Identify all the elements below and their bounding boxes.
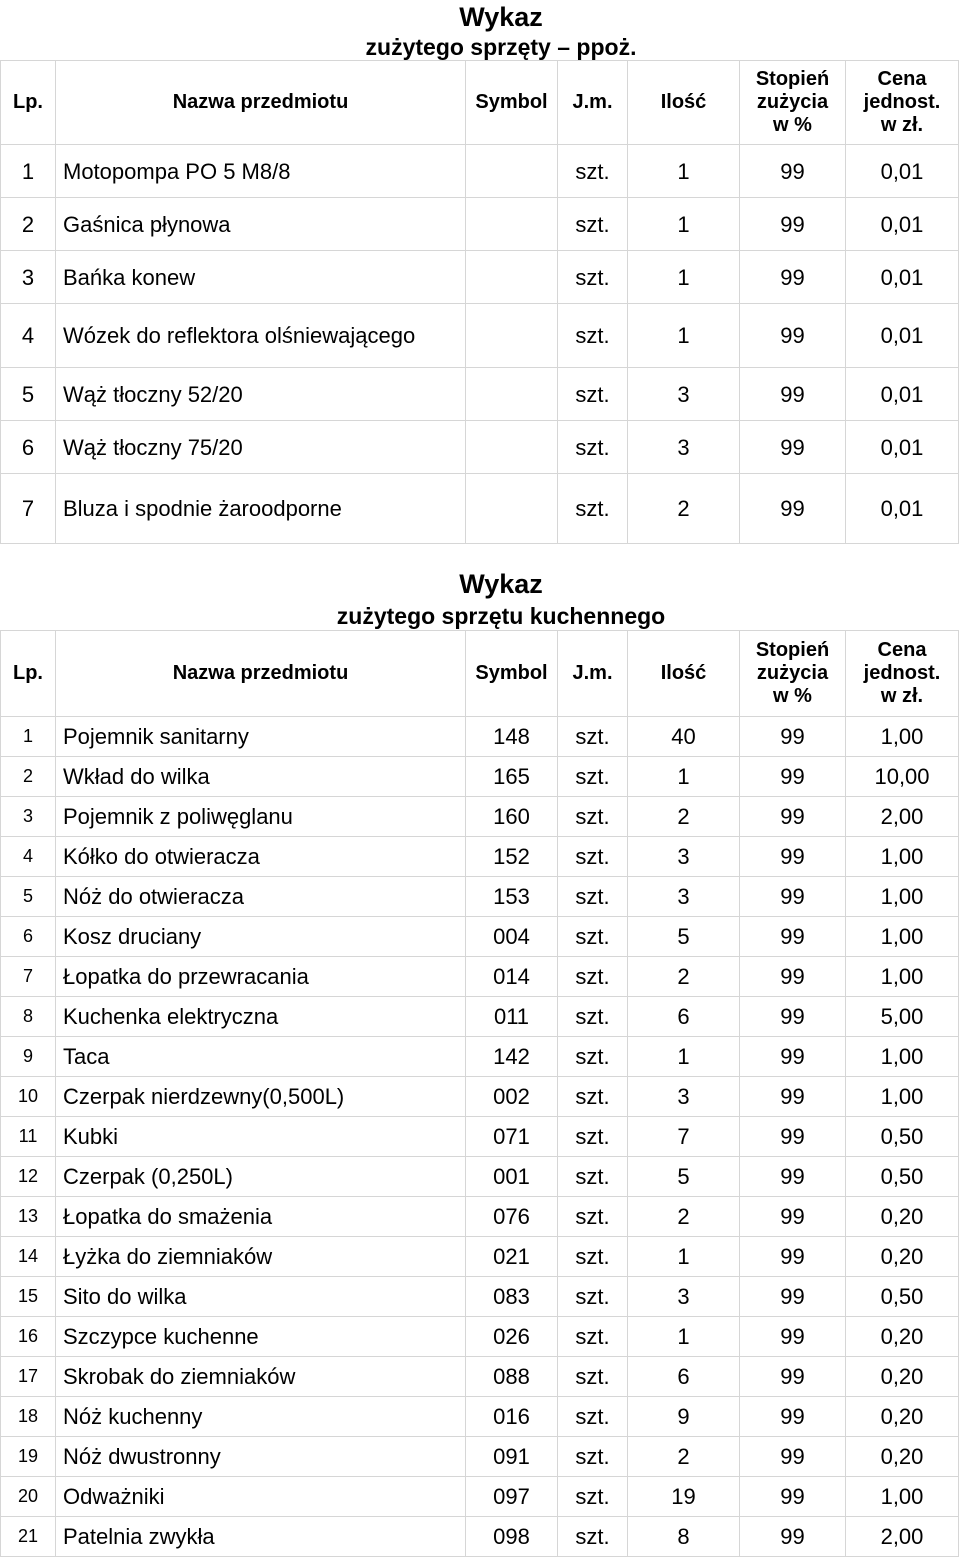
header-price-line1: Cena xyxy=(877,639,927,661)
cell-price: 10,00 xyxy=(846,757,959,797)
cell-unit: szt. xyxy=(558,1157,628,1197)
cell-name: Sito do wilka xyxy=(56,1277,466,1317)
cell-symbol: 097 xyxy=(466,1477,558,1517)
table-row xyxy=(1,1077,959,1117)
cell-unit: szt. xyxy=(558,877,628,917)
cell-unit: szt. xyxy=(558,1397,628,1437)
cell-name: Łopatka do smażenia xyxy=(56,1197,466,1237)
section-1-title: Wykaz xyxy=(459,2,543,32)
cell-symbol: 016 xyxy=(466,1397,558,1437)
table-row xyxy=(1,474,959,544)
cell-unit: szt. xyxy=(558,957,628,997)
cell-price: 1,00 xyxy=(846,837,959,877)
cell-lp: 3 xyxy=(1,251,56,304)
cell-symbol: 011 xyxy=(466,997,558,1037)
cell-lp: 7 xyxy=(1,957,56,997)
cell-name: Taca xyxy=(56,1037,466,1077)
cell-lp: 16 xyxy=(1,1317,56,1357)
cell-name: Kubki xyxy=(56,1117,466,1157)
cell-lp: 20 xyxy=(1,1477,56,1517)
header-lp: Lp. xyxy=(1,631,56,717)
table-row xyxy=(1,917,959,957)
cell-name: Pojemnik sanitarny xyxy=(56,717,466,757)
cell-qty: 1 xyxy=(628,757,740,797)
cell-qty: 19 xyxy=(628,1477,740,1517)
cell-lp: 5 xyxy=(1,877,56,917)
section-1-subtitle: zużytego sprzęty – ppoż. xyxy=(365,34,637,60)
cell-wear: 99 xyxy=(740,368,846,421)
cell-name: Kuchenka elektryczna xyxy=(56,997,466,1037)
cell-qty: 1 xyxy=(628,1237,740,1277)
section-2-title: Wykaz xyxy=(459,569,543,599)
cell-qty: 9 xyxy=(628,1397,740,1437)
cell-symbol: 021 xyxy=(466,1237,558,1277)
cell-unit: szt. xyxy=(558,1437,628,1477)
cell-symbol: 142 xyxy=(466,1037,558,1077)
cell-lp: 21 xyxy=(1,1517,56,1557)
cell-symbol: 152 xyxy=(466,837,558,877)
cell-unit: szt. xyxy=(558,1077,628,1117)
cell-qty: 3 xyxy=(628,368,740,421)
cell-name: Wózek do reflektora olśniewającego xyxy=(56,304,466,368)
cell-wear: 99 xyxy=(740,304,846,368)
header-wear-line3: w % xyxy=(773,685,812,707)
cell-unit: szt. xyxy=(558,1517,628,1557)
cell-unit: szt. xyxy=(558,304,628,368)
cell-name: Nóż dwustronny xyxy=(56,1437,466,1477)
cell-lp: 5 xyxy=(1,368,56,421)
cell-unit: szt. xyxy=(558,421,628,474)
cell-unit: szt. xyxy=(558,198,628,251)
table-header-row xyxy=(1,61,959,145)
table-row xyxy=(1,717,959,757)
cell-wear: 99 xyxy=(740,1117,846,1157)
fire-equipment-rows xyxy=(1,145,959,544)
cell-unit: szt. xyxy=(558,1117,628,1157)
cell-unit: szt. xyxy=(558,1317,628,1357)
cell-qty: 5 xyxy=(628,1157,740,1197)
cell-wear: 99 xyxy=(740,421,846,474)
cell-qty: 3 xyxy=(628,1077,740,1117)
cell-lp: 17 xyxy=(1,1357,56,1397)
cell-symbol: 014 xyxy=(466,957,558,997)
cell-qty: 2 xyxy=(628,1197,740,1237)
cell-name: Czerpak (0,250L) xyxy=(56,1157,466,1197)
cell-unit: szt. xyxy=(558,757,628,797)
cell-wear: 99 xyxy=(740,1517,846,1557)
cell-price: 0,01 xyxy=(846,368,959,421)
header-wear xyxy=(740,61,846,145)
cell-wear: 99 xyxy=(740,877,846,917)
cell-name: Motopompa PO 5 M8/8 xyxy=(56,145,466,198)
cell-name: Odważniki xyxy=(56,1477,466,1517)
cell-symbol: 088 xyxy=(466,1357,558,1397)
header-price-line3: w zł. xyxy=(880,685,924,707)
cell-unit: szt. xyxy=(558,837,628,877)
cell-lp: 1 xyxy=(1,145,56,198)
cell-lp: 2 xyxy=(1,757,56,797)
cell-symbol: 076 xyxy=(466,1197,558,1237)
cell-wear: 99 xyxy=(740,957,846,997)
table-row xyxy=(1,198,959,251)
table-row xyxy=(1,797,959,837)
header-unit: J.m. xyxy=(558,631,628,717)
cell-qty: 8 xyxy=(628,1517,740,1557)
cell-wear: 99 xyxy=(740,1397,846,1437)
fire-equipment-table xyxy=(0,60,959,544)
cell-unit: szt. xyxy=(558,1037,628,1077)
cell-wear: 99 xyxy=(740,1077,846,1117)
cell-lp: 3 xyxy=(1,797,56,837)
cell-wear: 99 xyxy=(740,1197,846,1237)
section-2-subtitle: zużytego sprzętu kuchennego xyxy=(336,603,666,629)
cell-qty: 1 xyxy=(628,145,740,198)
cell-price: 0,01 xyxy=(846,198,959,251)
header-wear-line3: w % xyxy=(773,114,812,136)
cell-qty: 3 xyxy=(628,1277,740,1317)
cell-wear: 99 xyxy=(740,1437,846,1477)
cell-price: 0,20 xyxy=(846,1437,959,1477)
cell-qty: 3 xyxy=(628,837,740,877)
table-row xyxy=(1,368,959,421)
cell-symbol: 160 xyxy=(466,797,558,837)
table-row xyxy=(1,1157,959,1197)
cell-lp: 8 xyxy=(1,997,56,1037)
table-row xyxy=(1,957,959,997)
cell-lp: 13 xyxy=(1,1197,56,1237)
cell-lp: 4 xyxy=(1,304,56,368)
cell-qty: 1 xyxy=(628,304,740,368)
cell-price: 0,01 xyxy=(846,304,959,368)
table-row xyxy=(1,1197,959,1237)
cell-name: Wąż tłoczny 75/20 xyxy=(56,421,466,474)
cell-price: 0,01 xyxy=(846,421,959,474)
cell-price: 0,50 xyxy=(846,1277,959,1317)
table-row xyxy=(1,1437,959,1477)
cell-name: Czerpak nierdzewny(0,500L) xyxy=(56,1077,466,1117)
cell-unit: szt. xyxy=(558,145,628,198)
cell-name: Wąż tłoczny 52/20 xyxy=(56,368,466,421)
cell-price: 1,00 xyxy=(846,717,959,757)
header-wear-line2: zużycia xyxy=(756,91,829,113)
cell-symbol: 002 xyxy=(466,1077,558,1117)
header-wear-line2: zużycia xyxy=(756,662,829,684)
cell-price: 0,01 xyxy=(846,251,959,304)
cell-price: 1,00 xyxy=(846,1037,959,1077)
cell-wear: 99 xyxy=(740,797,846,837)
cell-wear: 99 xyxy=(740,757,846,797)
header-price-line1: Cena xyxy=(877,68,927,90)
cell-wear: 99 xyxy=(740,1357,846,1397)
cell-wear: 99 xyxy=(740,1157,846,1197)
header-price-line2: jednost. xyxy=(863,662,941,684)
cell-wear: 99 xyxy=(740,198,846,251)
cell-symbol xyxy=(466,474,558,544)
cell-name: Nóż kuchenny xyxy=(56,1397,466,1437)
cell-qty: 1 xyxy=(628,198,740,251)
kitchen-equipment-rows xyxy=(1,717,959,1557)
cell-lp: 2 xyxy=(1,198,56,251)
table-row xyxy=(1,421,959,474)
table-row xyxy=(1,997,959,1037)
header-price-line2: jednost. xyxy=(863,91,941,113)
cell-wear: 99 xyxy=(740,145,846,198)
cell-symbol: 148 xyxy=(466,717,558,757)
table-row xyxy=(1,145,959,198)
cell-symbol: 098 xyxy=(466,1517,558,1557)
cell-qty: 5 xyxy=(628,917,740,957)
cell-symbol xyxy=(466,145,558,198)
header-price xyxy=(846,631,959,717)
cell-name: Patelnia zwykła xyxy=(56,1517,466,1557)
table-header-row xyxy=(1,631,959,717)
cell-name: Łopatka do przewracania xyxy=(56,957,466,997)
header-name: Nazwa przedmiotu xyxy=(56,61,466,145)
cell-wear: 99 xyxy=(740,1037,846,1077)
header-symbol: Symbol xyxy=(466,61,558,145)
cell-lp: 14 xyxy=(1,1237,56,1277)
cell-lp: 7 xyxy=(1,474,56,544)
cell-name: Bluza i spodnie żaroodporne xyxy=(56,474,466,544)
cell-qty: 1 xyxy=(628,1037,740,1077)
cell-unit: szt. xyxy=(558,474,628,544)
header-symbol: Symbol xyxy=(466,631,558,717)
cell-wear: 99 xyxy=(740,837,846,877)
cell-lp: 9 xyxy=(1,1037,56,1077)
kitchen-equipment-table xyxy=(0,630,959,1557)
cell-price: 2,00 xyxy=(846,1517,959,1557)
cell-name: Kosz druciany xyxy=(56,917,466,957)
cell-symbol: 083 xyxy=(466,1277,558,1317)
header-name: Nazwa przedmiotu xyxy=(56,631,466,717)
cell-qty: 6 xyxy=(628,1357,740,1397)
cell-symbol xyxy=(466,251,558,304)
cell-unit: szt. xyxy=(558,997,628,1037)
cell-lp: 15 xyxy=(1,1277,56,1317)
cell-qty: 3 xyxy=(628,877,740,917)
cell-wear: 99 xyxy=(740,251,846,304)
table-row xyxy=(1,1237,959,1277)
cell-unit: szt. xyxy=(558,1277,628,1317)
cell-price: 0,50 xyxy=(846,1157,959,1197)
cell-name: Łyżka do ziemniaków xyxy=(56,1237,466,1277)
cell-price: 1,00 xyxy=(846,917,959,957)
cell-unit: szt. xyxy=(558,717,628,757)
cell-unit: szt. xyxy=(558,797,628,837)
cell-qty: 7 xyxy=(628,1117,740,1157)
header-unit: J.m. xyxy=(558,61,628,145)
cell-name: Szczypce kuchenne xyxy=(56,1317,466,1357)
header-qty: Ilość xyxy=(628,61,740,145)
cell-symbol: 165 xyxy=(466,757,558,797)
header-wear-line1: Stopień xyxy=(755,639,830,661)
cell-symbol: 026 xyxy=(466,1317,558,1357)
cell-wear: 99 xyxy=(740,1277,846,1317)
cell-price: 0,01 xyxy=(846,474,959,544)
header-wear xyxy=(740,631,846,717)
cell-unit: szt. xyxy=(558,1197,628,1237)
cell-name: Bańka konew xyxy=(56,251,466,304)
table-row xyxy=(1,1397,959,1437)
cell-unit: szt. xyxy=(558,1357,628,1397)
cell-name: Wkład do wilka xyxy=(56,757,466,797)
cell-qty: 1 xyxy=(628,251,740,304)
cell-unit: szt. xyxy=(558,1477,628,1517)
header-qty: Ilość xyxy=(628,631,740,717)
table-row xyxy=(1,1357,959,1397)
cell-wear: 99 xyxy=(740,1237,846,1277)
cell-unit: szt. xyxy=(558,368,628,421)
table-row xyxy=(1,837,959,877)
cell-lp: 18 xyxy=(1,1397,56,1437)
table-row xyxy=(1,1317,959,1357)
cell-symbol: 153 xyxy=(466,877,558,917)
cell-qty: 2 xyxy=(628,1437,740,1477)
cell-price: 1,00 xyxy=(846,877,959,917)
cell-wear: 99 xyxy=(740,917,846,957)
cell-qty: 2 xyxy=(628,957,740,997)
table-row xyxy=(1,877,959,917)
cell-lp: 11 xyxy=(1,1117,56,1157)
cell-price: 1,00 xyxy=(846,1077,959,1117)
cell-name: Nóż do otwieracza xyxy=(56,877,466,917)
cell-price: 2,00 xyxy=(846,797,959,837)
cell-wear: 99 xyxy=(740,717,846,757)
cell-symbol xyxy=(466,421,558,474)
table-row xyxy=(1,1117,959,1157)
cell-qty: 1 xyxy=(628,1317,740,1357)
cell-wear: 99 xyxy=(740,1477,846,1517)
table-row xyxy=(1,1477,959,1517)
table-row xyxy=(1,757,959,797)
cell-unit: szt. xyxy=(558,1237,628,1277)
cell-wear: 99 xyxy=(740,474,846,544)
header-price xyxy=(846,61,959,145)
cell-symbol: 091 xyxy=(466,1437,558,1477)
cell-lp: 6 xyxy=(1,917,56,957)
cell-symbol: 004 xyxy=(466,917,558,957)
table-row xyxy=(1,1277,959,1317)
cell-unit: szt. xyxy=(558,251,628,304)
table-row xyxy=(1,1037,959,1077)
header-wear-line1: Stopień xyxy=(755,68,830,90)
cell-price: 0,01 xyxy=(846,145,959,198)
table-row xyxy=(1,251,959,304)
cell-qty: 40 xyxy=(628,717,740,757)
cell-symbol: 001 xyxy=(466,1157,558,1197)
cell-lp: 1 xyxy=(1,717,56,757)
cell-price: 5,00 xyxy=(846,997,959,1037)
cell-symbol xyxy=(466,304,558,368)
cell-lp: 10 xyxy=(1,1077,56,1117)
cell-name: Skrobak do ziemniaków xyxy=(56,1357,466,1397)
cell-price: 0,20 xyxy=(846,1397,959,1437)
cell-price: 0,20 xyxy=(846,1197,959,1237)
cell-qty: 2 xyxy=(628,474,740,544)
cell-lp: 19 xyxy=(1,1437,56,1477)
cell-price: 0,50 xyxy=(846,1117,959,1157)
table-row xyxy=(1,304,959,368)
cell-name: Gaśnica płynowa xyxy=(56,198,466,251)
cell-price: 0,20 xyxy=(846,1237,959,1277)
cell-price: 1,00 xyxy=(846,957,959,997)
cell-price: 0,20 xyxy=(846,1357,959,1397)
table-row xyxy=(1,1517,959,1557)
cell-price: 0,20 xyxy=(846,1317,959,1357)
header-lp: Lp. xyxy=(1,61,56,145)
cell-wear: 99 xyxy=(740,1317,846,1357)
cell-symbol xyxy=(466,198,558,251)
cell-lp: 4 xyxy=(1,837,56,877)
cell-qty: 2 xyxy=(628,797,740,837)
cell-symbol: 071 xyxy=(466,1117,558,1157)
cell-lp: 12 xyxy=(1,1157,56,1197)
cell-symbol xyxy=(466,368,558,421)
header-price-line3: w zł. xyxy=(880,114,924,136)
cell-name: Kółko do otwieracza xyxy=(56,837,466,877)
cell-price: 1,00 xyxy=(846,1477,959,1517)
cell-qty: 3 xyxy=(628,421,740,474)
cell-name: Pojemnik z poliwęglanu xyxy=(56,797,466,837)
cell-qty: 6 xyxy=(628,997,740,1037)
cell-lp: 6 xyxy=(1,421,56,474)
cell-wear: 99 xyxy=(740,997,846,1037)
cell-unit: szt. xyxy=(558,917,628,957)
